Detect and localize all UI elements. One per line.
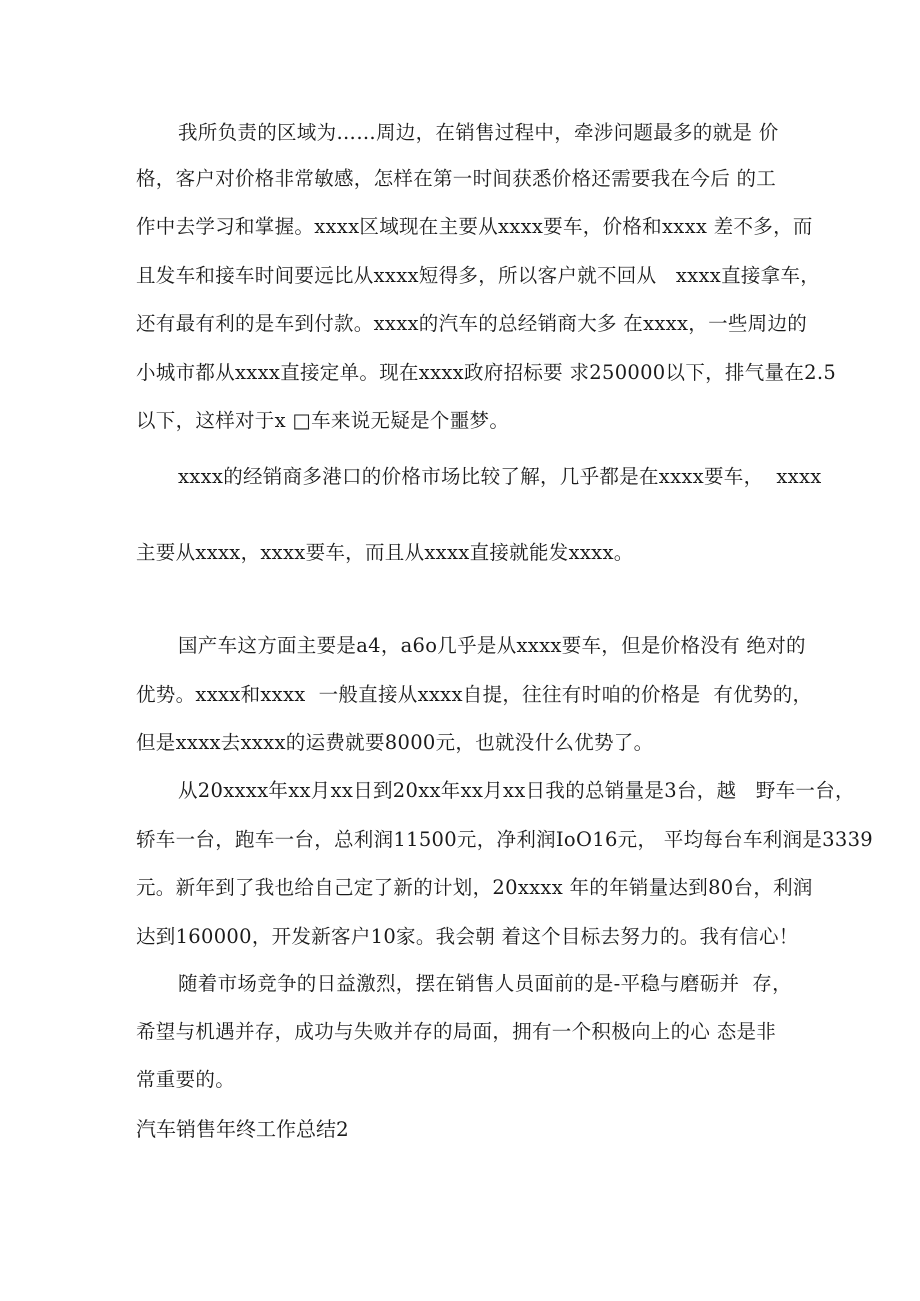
paragraph-2-line-2: 主要从xxxx，xxxx要车，而且从xxxx直接就能发xxxx。 xyxy=(136,541,634,564)
paragraph-1-line-1: 我所负责的区域为……周边，在销售过程中，牵涉问题最多的就是 价 xyxy=(178,121,779,144)
paragraph-2-line-1: xxxx的经销商多港口的价格市场比较了解，几乎都是在xxxx要车， xxxx xyxy=(178,465,822,488)
paragraph-3-line-1: 国产车这方面主要是a4，a6o几乎是从xxxx要车，但是价格没有 绝对的 xyxy=(178,634,806,657)
paragraph-4-line-2: 轿车一台，跑车一台，总利润11500元，净利润IoO16元， 平均每台车利润是3339 xyxy=(136,828,873,851)
paragraph-4-line-1: 从20xxxx年xx月xx日到20xx年xx月xx日我的总销量是3台，越 野车一台， xyxy=(178,779,855,802)
paragraph-1-line-7: 以下，这样对于x □车来说无疑是个噩梦。 xyxy=(136,409,510,432)
paragraph-1-line-6: 小城市都从xxxx直接定单。现在xxxx政府招标要 求250000以下，排气量在2.5 xyxy=(136,361,837,384)
paragraph-1-line-5: 还有最有利的是车到付款。xxxx的汽车的总经销商大多 在xxxx，一些周边的 xyxy=(136,312,808,335)
paragraph-5-line-2: 希望与机遇并存，成功与失败并存的局面，拥有一个积极向上的心 态是非 xyxy=(136,1020,777,1043)
paragraph-1-line-2: 格，客户对价格非常敏感，怎样在第一时间获悉价格还需要我在今后 的工 xyxy=(136,167,777,190)
section-heading: 汽车销售年终工作总结2 xyxy=(136,1117,349,1141)
paragraph-1-line-4: 且发车和接车时间要远比从xxxx短得多，所以客户就不回从 xxxx直接拿车， xyxy=(136,264,821,287)
paragraph-3-line-2: 优势。xxxx和xxxx 一般直接从xxxx自提，往往有时咱的价格是 有优势的， xyxy=(136,683,813,706)
paragraph-5-line-3: 常重要的。 xyxy=(136,1068,236,1091)
paragraph-4-line-3: 元。新年到了我也给自己定了新的计划，20xxxx 年的年销量达到80台，利润 xyxy=(136,876,813,899)
paragraph-1-line-3: 作中去学习和掌握。xxxx区域现在主要从xxxx要车，价格和xxxx 差不多，而 xyxy=(136,215,813,238)
paragraph-3-line-3: 但是xxxx去xxxx的运费就要8000元，也就没什么优势了。 xyxy=(136,731,654,754)
paragraph-5-line-1: 随着市场竞争的日益激烈，摆在销售人员面前的是-平稳与磨砺并 存， xyxy=(178,972,792,995)
paragraph-4-line-4: 达到160000，开发新客户10家。我会朝 着这个目标去努力的。我有信心！ xyxy=(136,925,799,948)
